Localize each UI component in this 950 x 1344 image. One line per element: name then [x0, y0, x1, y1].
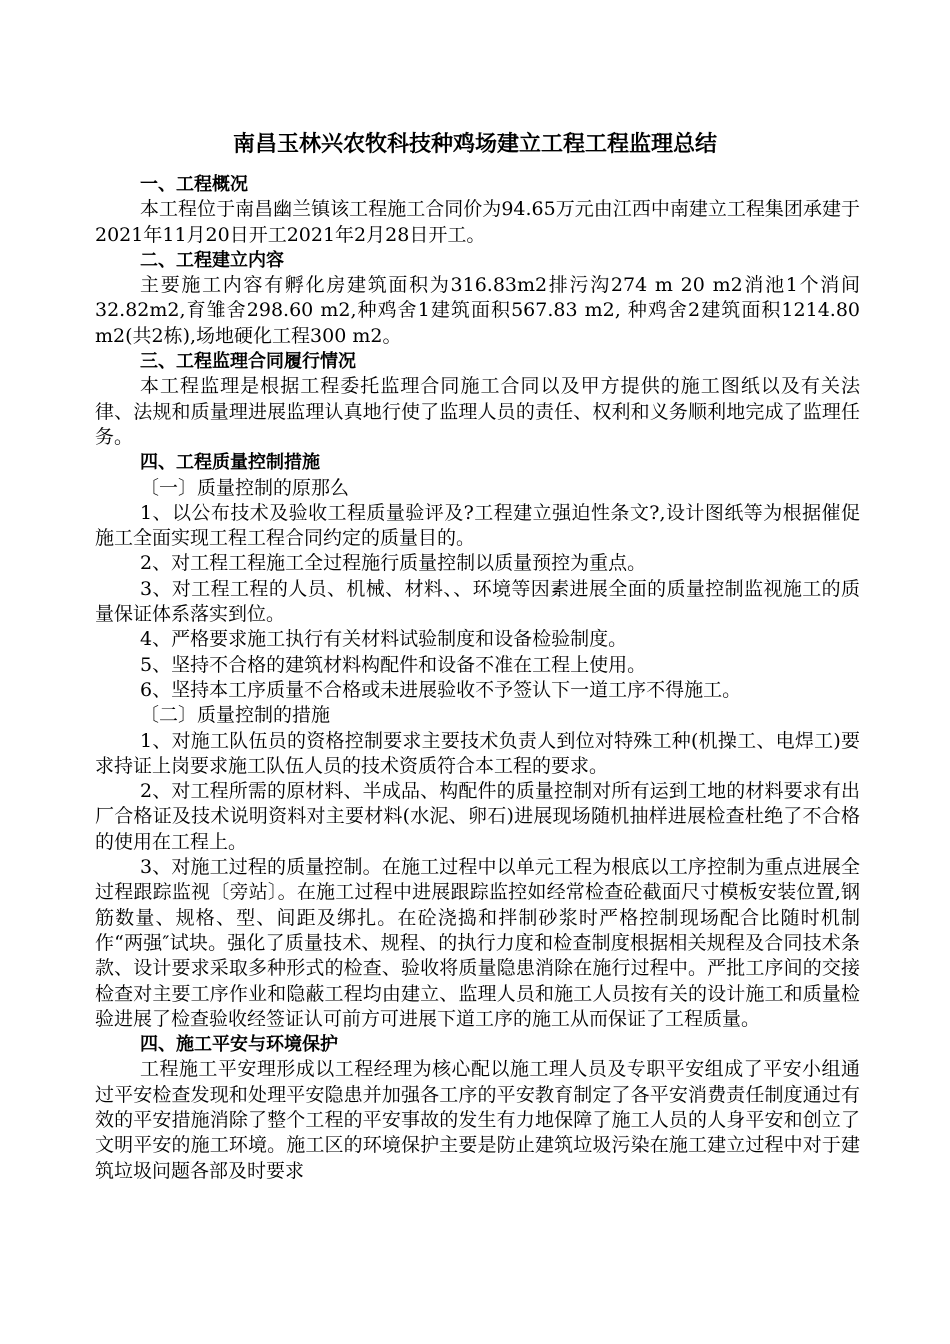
list-item: 6、坚持本工序质量不合格或未进展验收不予签认下一道工序不得施工。: [140, 678, 742, 701]
section-heading-quality-control: 四、工程质量控制措施: [140, 452, 320, 474]
section-heading-contract-performance: 三、工程监理合同履行情况: [140, 351, 356, 373]
paragraph-safety-environment: 工程施工平安理形成以工程经理为核心配以施工理人员及专职平安组成了平安小组通过平安检查发现和处理平安隐患并加强各工序的平安教育制定了各平安消费责任制度通过有效的平安措施消除了整个工程的平安事故的发生有力地保障了施工人员的人身平安和创立了文明平安的施工环境。施工区的环境保护主要是防止建筑垃圾污染在施工建立过程中对于建筑垃圾问题各部及时要求: [95, 1058, 860, 1182]
section-heading-overview: 一、工程概况: [140, 174, 248, 195]
list-item: 2、对工程工程施工全过程施行质量控制以质量预控为重点。: [140, 552, 647, 575]
list-item: 3、对工程工程的人员、机械、材料、、环境等因素进展全面的质量控制监视施工的质量保证体系落实到位。: [95, 577, 860, 626]
paragraph-contract-performance: 本工程监理是根据工程委托监理合同施工合同以及甲方提供的施工图纸以及有关法律、法规和质量理进展监理认真地行使了监理人员的责任、权利和义务顺利地完成了监理任务。: [95, 375, 860, 448]
document-page: [95, 130, 860, 1184]
list-item: 1、对施工队伍员的资格控制要求主要技术负责人到位对特殊工种(机操工、电焊工)要求持证上岗要求施工队伍人员的技术资质符合本工程的要求。: [95, 729, 860, 777]
list-item: 3、对施工过程的质量控制。在施工过程中以单元工程为根底以工序控制为重点进展全过程跟踪监视〔旁站〕。在施工过程中进展跟踪监控如经常检查砼截面尺寸模板安装位置,钢筋数量、规格、型、间距及绑扎。在砼浇捣和拌制砂浆时严格控制现场配合比随时机制作“两强″试块。强化了质量技术、规程、的执行力度和检查制度根据相关规程及合同技术条款、设计要求采取多种形式的检查、验收将质量隐患消除在施行过程中。严批工序间的交接检查对主要工序作业和隐蔽工程均由建立、监理人员和施工人员按有关的设计施工和质量检验进展了检查验收经签证认可前方可进展下道工序的施工从而保证了工程质量。: [95, 856, 860, 1030]
subheading-quality-principles: 〔一〕质量控制的原那么: [140, 476, 350, 499]
paragraph-overview: 本工程位于南昌幽兰镇该工程施工合同价为94.65万元由江西中南建立工程集团承建于2021年11月20日开工2021年2月28日开工。: [95, 198, 860, 246]
list-item: 2、对工程所需的原材料、半成品、构配件的质量控制对所有运到工地的材料要求有出厂合格证及技术说明资料对主要材料(水泥、卵石)进展现场随机抽样进展检查杜绝了不合格的使用在工程上。: [95, 780, 860, 853]
subheading-quality-measures: 〔二〕质量控制的措施: [140, 704, 331, 727]
section-heading-safety-environment: 四、施工平安与环境保护: [140, 1034, 338, 1056]
list-item: 4、严格要求施工执行有关材料试验制度和设备检验制度。: [140, 628, 628, 651]
paragraph-construction-content: 主要施工内容有孵化房建筑面积为316.83m2排污沟274 m 20 m2消池1个消间32.82m2,育雏舍298.60 m2,种鸡舍1建筑面积567.83 m2, 种鸡舍2建筑面积1214.80 m2(共2栋),场地硬化工程300 m2。: [95, 274, 860, 347]
list-item: 1、以公布技术及验收工程质量验评及?工程建立强迫性条文?,设计图纸等为根据催促施工全面实现工程工程合同约定的质量目的。: [95, 501, 860, 550]
document-title: 南昌玉林兴农牧科技种鸡场建立工程工程监理总结: [232, 132, 717, 157]
section-heading-construction-content: 二、工程建立内容: [140, 249, 284, 271]
list-item: 5、坚持不合格的建筑材料构配件和设备不准在工程上使用。: [140, 653, 647, 676]
